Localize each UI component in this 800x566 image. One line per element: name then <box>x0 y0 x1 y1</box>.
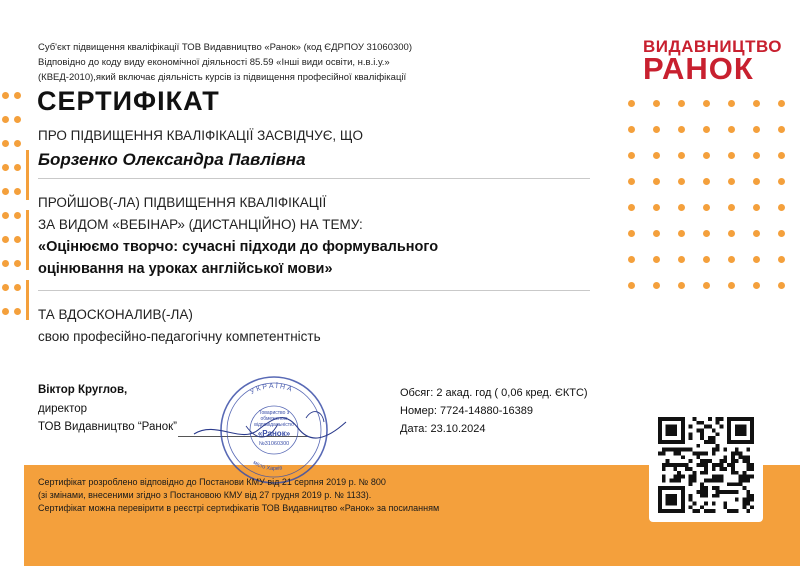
decorative-dot <box>753 178 760 185</box>
decorative-dot <box>703 152 710 159</box>
logo-brand-name: РАНОК <box>643 51 754 86</box>
decorative-dot <box>14 164 21 171</box>
decorative-dot <box>678 126 685 133</box>
stamp-outer-text: УКРАЇНА <box>249 382 295 397</box>
decorative-dot <box>778 178 785 185</box>
decorative-dot <box>628 256 635 263</box>
decorative-dot <box>703 282 710 289</box>
decorative-dot <box>653 178 660 185</box>
number-text: Номер: 7724-14880-16389 <box>400 405 533 417</box>
svg-text:УКРАЇНА <box>249 382 295 396</box>
decorative-dot <box>678 282 685 289</box>
stamp-code: №31060300 <box>258 441 290 447</box>
decorative-dot <box>653 230 660 237</box>
decorative-stroke <box>26 150 29 200</box>
stamp-inner-line-2: обмеженою <box>260 416 288 422</box>
decorative-dot <box>678 178 685 185</box>
decorative-dot <box>728 178 735 185</box>
issuer-line-3: (КВЕД-2010),який включає діяльність курсів із підвищення професійної кваліфікації <box>38 72 407 83</box>
decorative-dot <box>2 116 9 123</box>
decorative-dot <box>628 152 635 159</box>
qr-code-icon[interactable] <box>658 417 754 513</box>
stamp-center-text: «Ранок» <box>257 429 291 438</box>
handwritten-signature <box>186 400 356 460</box>
legal-line-1: Сертифікат розроблено відповідно до Постанови КМУ від 21 серпня 2019 р. № 800 <box>38 477 386 487</box>
decorative-dot <box>628 230 635 237</box>
decorative-dot <box>753 230 760 237</box>
certificate-title: СЕРТИФІКАТ <box>37 86 220 116</box>
decorative-dot <box>2 188 9 195</box>
completed-line-1: ПРОЙШОВ(-ЛА) ПІДВИЩЕННЯ КВАЛІФІКАЦІЇ <box>38 195 327 210</box>
issuer-info <box>38 40 412 85</box>
decorative-dot <box>2 236 9 243</box>
confirms-text: ПРО ПІДВИЩЕННЯ КВАЛІФІКАЦІЇ ЗАСВІДЧУЄ, ЩО <box>38 128 364 143</box>
decorative-dot <box>778 230 785 237</box>
decorative-dot <box>778 282 785 289</box>
recipient-name: Борзенко Олександра Павлівна <box>38 150 306 169</box>
decorative-dot <box>653 126 660 133</box>
decorative-dot <box>678 204 685 211</box>
divider <box>38 290 590 291</box>
decorative-dot <box>728 152 735 159</box>
decorative-dot <box>2 92 9 99</box>
decorative-dot <box>2 164 9 171</box>
logo-publisher-label: ВИДАВНИЦТВО <box>643 37 783 56</box>
legal-line-2: (зі змінами, внесеними згідно з Постановою КМУ від 27 грудня 2019 р. № 1133). <box>38 490 372 500</box>
legal-line-3: Сертифікат можна перевірити в реєстрі сертифікатів ТОВ Видавництво «Ранок» за посиланням <box>38 503 440 513</box>
topic-line-1: «Оцінюємо творчо: сучасні підходи до формувального <box>38 239 439 255</box>
decorative-dot <box>703 178 710 185</box>
decorative-stroke <box>26 210 29 270</box>
decorative-dot <box>728 204 735 211</box>
volume-text: Обсяг: 2 акад. год ( 0,06 кред. ЄКТС) <box>400 387 588 399</box>
decorative-dot <box>678 230 685 237</box>
issuer-line-2: Відповідно до коду виду економічної діяльності 85.59 «Інші види освіти, н.в.і.у.» <box>38 57 390 68</box>
decorative-dot <box>753 256 760 263</box>
divider <box>38 178 590 179</box>
completed-line-2: ЗА ВИДОМ «ВЕБІНАР» (ДИСТАНЦІЙНО) НА ТЕМУ: <box>38 217 363 232</box>
decorative-dot <box>703 204 710 211</box>
decorative-dot <box>2 260 9 267</box>
stamp-city: місто Харків <box>251 459 283 473</box>
decorative-dot <box>753 204 760 211</box>
decorative-dot <box>678 152 685 159</box>
certificate-details <box>400 384 588 438</box>
decorative-dot <box>728 230 735 237</box>
decorative-dot <box>14 260 21 267</box>
decorative-dot <box>703 100 710 107</box>
decorative-dot <box>778 204 785 211</box>
stamp-inner-line-3: відповідальністю <box>254 422 294 428</box>
decorative-dot <box>753 282 760 289</box>
webinar-topic <box>38 236 438 280</box>
decorative-dot <box>14 284 21 291</box>
date-text: Дата: 23.10.2024 <box>400 423 486 435</box>
improved-text <box>38 304 321 348</box>
decorative-dot <box>728 282 735 289</box>
decorative-dot <box>2 212 9 219</box>
decorative-dot <box>628 100 635 107</box>
signer-name: Віктор Круглов, <box>38 384 128 396</box>
qr-card <box>649 408 763 522</box>
decorative-dot <box>14 212 21 219</box>
decorative-dot <box>14 236 21 243</box>
decorative-dot <box>2 140 9 147</box>
legal-info <box>38 476 439 515</box>
completed-text <box>38 192 363 236</box>
decorative-dot <box>753 100 760 107</box>
decorative-stroke <box>26 280 29 320</box>
stamp-inner-line-1: Товариство з <box>258 410 290 416</box>
decorative-dot <box>14 140 21 147</box>
decorative-dot <box>2 308 9 315</box>
topic-line-2: оцінювання на уроках англійської мови» <box>38 261 333 277</box>
decorative-dot <box>778 126 785 133</box>
decorative-dot <box>678 100 685 107</box>
signer-organization: ТОВ Видавництво “Ранок” <box>38 421 177 433</box>
decorative-dot <box>653 204 660 211</box>
decorative-dot <box>2 284 9 291</box>
decorative-dot <box>628 282 635 289</box>
improved-line-2: свою професійно-педагогічну компетентність <box>38 329 321 344</box>
decorative-dot <box>678 256 685 263</box>
decorative-dot <box>728 256 735 263</box>
issuer-line-1: Суб'єкт підвищення кваліфікації ТОВ Видавництво «Ранок» (код ЄДРПОУ 31060300) <box>38 42 412 53</box>
decorative-dot <box>753 126 760 133</box>
decorative-dot <box>728 100 735 107</box>
decorative-dot <box>753 152 760 159</box>
decorative-dot <box>14 116 21 123</box>
decorative-dot <box>778 152 785 159</box>
decorative-dot <box>628 126 635 133</box>
decorative-dot <box>628 178 635 185</box>
signer-position: директор <box>38 403 88 415</box>
decorative-dot <box>778 256 785 263</box>
decorative-dot <box>653 256 660 263</box>
decorative-dot <box>14 188 21 195</box>
decorative-dot <box>703 256 710 263</box>
decorative-dot <box>628 204 635 211</box>
decorative-dot <box>14 308 21 315</box>
decorative-dot <box>653 282 660 289</box>
decorative-dot <box>653 100 660 107</box>
decorative-dot <box>653 152 660 159</box>
decorative-dot <box>703 230 710 237</box>
decorative-dot <box>14 92 21 99</box>
improved-line-1: ТА ВДОСКОНАЛИВ(-ЛА) <box>38 307 193 322</box>
decorative-dot <box>703 126 710 133</box>
svg-text:місто Харків <box>252 460 283 472</box>
footer-band-gap <box>0 465 24 566</box>
decorative-dot <box>728 126 735 133</box>
decorative-dot <box>778 100 785 107</box>
